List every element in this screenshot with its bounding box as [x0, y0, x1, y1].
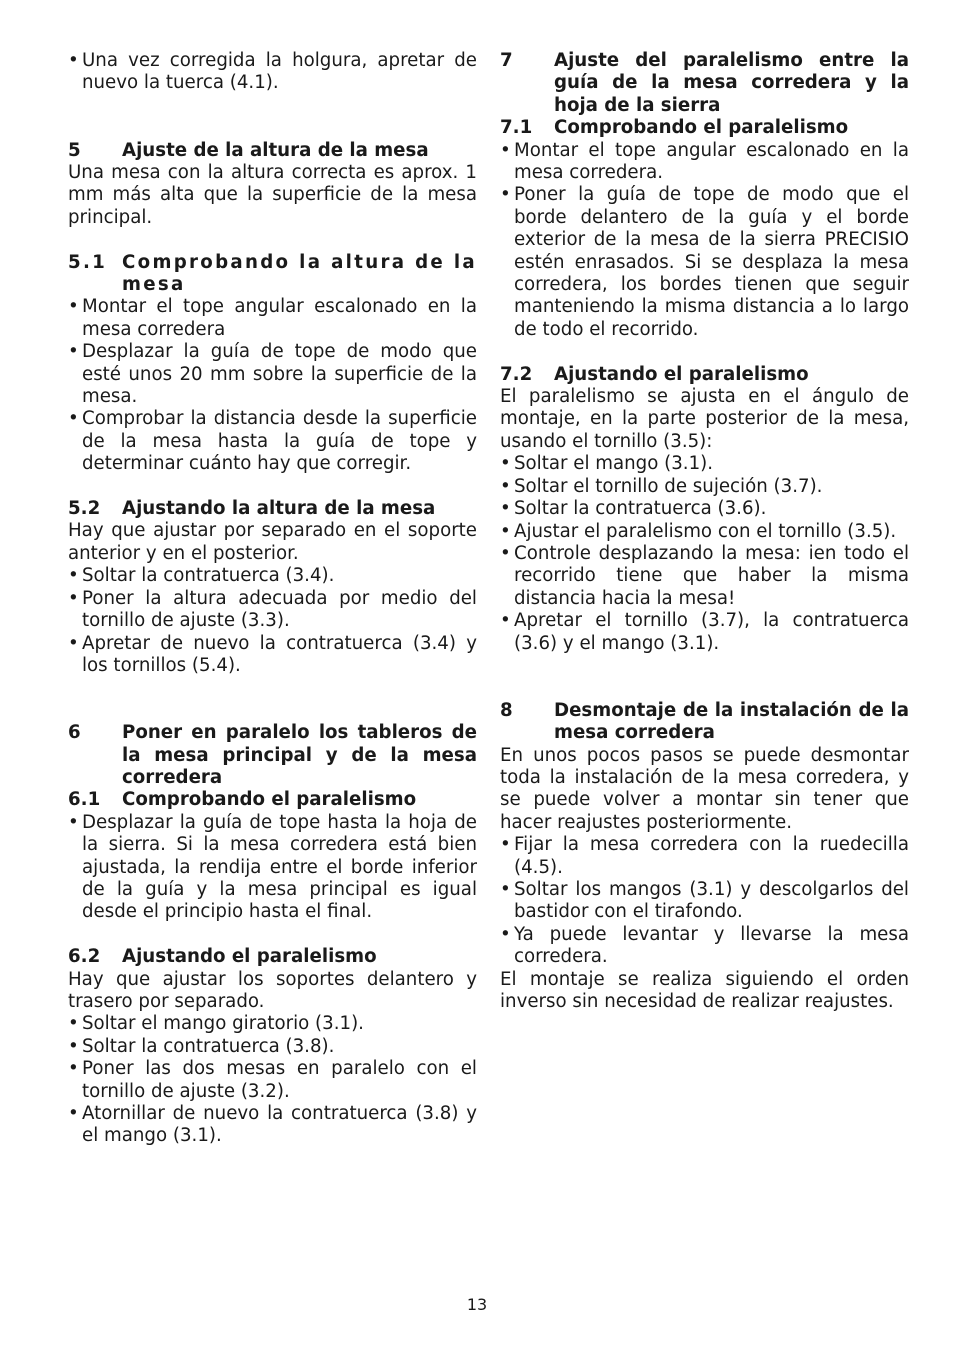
- list-item: • Ajustar el paralelismo con el tornillo (3.5).: [500, 521, 909, 543]
- section-8-heading: 8 Desmontaje de la instalación de la mesa corredera: [500, 699, 909, 744]
- list-item: • Soltar los mangos (3.1) y descolgarlos del bastidor con el tirafondo.: [500, 879, 909, 924]
- section-7-2-list: [500, 453, 909, 655]
- list-item: • Soltar la contratuerca (3.8).: [68, 1036, 477, 1058]
- list-item: • Soltar el tornillo de sujeción (3.7).: [500, 476, 909, 498]
- list-item: • Ya puede levantar y llevarse la mesa corredera.: [500, 924, 909, 969]
- list-item: • Soltar el mango (3.1).: [500, 453, 909, 475]
- section-8-closing: El montaje se realiza siguiendo el orden inverso sin necesidad de realizar reajustes.: [500, 968, 909, 1013]
- list-item: • Una vez corregida la holgura, apretar de nuevo la tuerca (4.1).: [68, 50, 477, 95]
- page-number: 13: [466, 1295, 488, 1314]
- list-item: • Soltar el mango giratorio (3.1).: [68, 1013, 477, 1035]
- list-item: • Soltar la contratuerca (3.6).: [500, 498, 909, 520]
- section-7-1-list: [500, 140, 909, 342]
- list-item: • Apretar el tornillo (3.7), la contratuerca (3.6) y el mango (3.1).: [500, 610, 909, 655]
- right-column: [500, 50, 909, 1013]
- list-item: • Soltar la contratuerca (3.4).: [68, 565, 477, 587]
- section-5-heading: 5 Ajuste de la altura de la mesa: [68, 139, 429, 161]
- intro-list: [68, 50, 477, 95]
- section-8-text: En unos pocos pasos se puede desmontar toda la instalación de la mesa corredera, y se puede volver a montar sin tener que hacer reajustes posteriormente.: [500, 744, 909, 833]
- list-item: • Montar el tope angular escalonado en la mesa corredera: [68, 296, 477, 341]
- left-column: [68, 50, 477, 1148]
- section-5-2-text: Hay que ajustar por separado en el soporte anterior y en el posterior.: [68, 520, 477, 564]
- list-item: • Poner la altura adecuada por medio del tornillo de ajuste (3.3).: [68, 588, 477, 633]
- section-5-2-list: [68, 565, 477, 677]
- section-6-heading: 6 Poner en paralelo los tableros de la mesa principal y de la mesa corredera: [68, 722, 477, 788]
- section-8-list: [500, 834, 909, 968]
- section-6-2-list: [68, 1013, 477, 1147]
- list-item: • Atornillar de nuevo la contratuerca (3.8) y el mango (3.1).: [68, 1103, 477, 1148]
- list-item: • Apretar de nuevo la contratuerca (3.4) y los tornillos (5.4).: [68, 633, 477, 678]
- section-7-heading: 7 Ajuste del paralelismo entre la guía de la mesa corredera y la hoja de la sierra: [500, 50, 909, 116]
- list-item: • Fijar la mesa corredera con la ruedecilla (4.5).: [500, 834, 909, 879]
- section-5-text: Una mesa con la altura correcta es aprox. 1 mm más alta que la superficie de la mesa principal.: [68, 162, 477, 228]
- section-7-2-heading: 7.2 Ajustando el paralelismo: [500, 363, 809, 385]
- list-item: • Desplazar la guía de tope de modo que esté unos 20 mm sobre la superficie de la mesa.: [68, 341, 477, 408]
- section-6-1-heading: 6.1 Comprobando el paralelismo: [68, 789, 417, 811]
- list-item: • Poner la guía de tope de modo que el borde delantero de la guía y el borde exterior de la mesa de la sierra PRECISIO estén enrasados. Si se desplaza la mesa corredera, los bordes tienen que seguir manteniendo la misma distancia a lo largo de todo el recorrido.: [500, 184, 909, 341]
- section-6-2-heading: 6.2 Ajustando el paralelismo: [68, 946, 377, 968]
- section-7-1-heading: 7.1 Comprobando el paralelismo: [500, 117, 849, 139]
- list-item: • Desplazar la guía de tope hasta la hoja de la sierra. Si la mesa corredera está bien ajustada, la rendija entre el borde inferior de la guía y la mesa principal es igual desde el principio hasta el final.: [68, 812, 477, 924]
- section-6-2-text: Hay que ajustar los soportes delantero y trasero por separado.: [68, 968, 477, 1012]
- list-item: • Controle desplazando la mesa: ien todo el recorrido tiene que haber la misma distancia hacia la mesa!: [500, 543, 909, 610]
- section-7-2-text: El paralelismo se ajusta en el ángulo de montaje, en la parte posterior de la mesa, usando el tornillo (3.5):: [500, 386, 909, 452]
- section-5-1-heading: 5.1 Comprobando la altura de la mesa: [68, 251, 477, 296]
- list-item: • Poner las dos mesas en paralelo con el tornillo de ajuste (3.2).: [68, 1058, 477, 1103]
- section-5-1-list: [68, 296, 477, 475]
- section-6-1-list: [68, 812, 477, 924]
- section-5-2-heading: 5.2 Ajustando la altura de la mesa: [68, 498, 436, 520]
- list-item: • Montar el tope angular escalonado en la mesa corredera.: [500, 140, 909, 185]
- list-item: • Comprobar la distancia desde la superficie de la mesa hasta la guía de tope y determinar cuánto hay que corregir.: [68, 408, 477, 475]
